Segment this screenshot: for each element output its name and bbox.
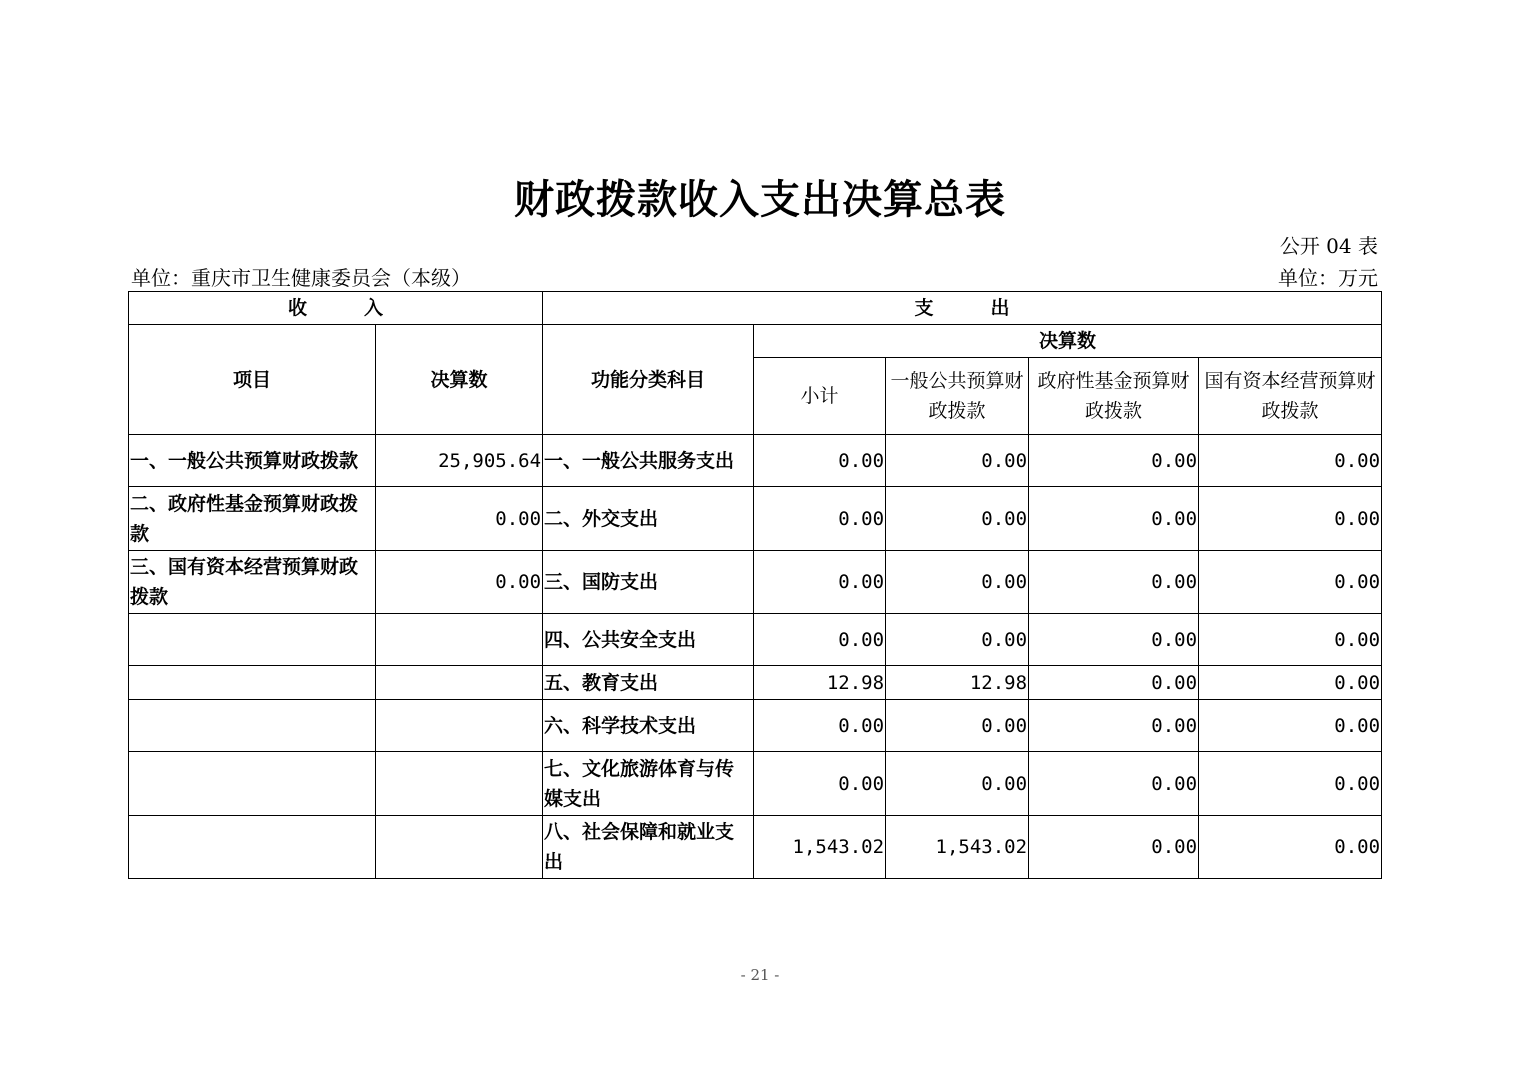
state-capital-value: 0.00 <box>1199 752 1382 816</box>
subtotal-value: 0.00 <box>754 487 886 551</box>
state-capital-value: 0.00 <box>1199 666 1382 700</box>
income-amount <box>376 666 543 700</box>
general-public-value: 12.98 <box>886 666 1029 700</box>
subtotal-value: 0.00 <box>754 700 886 752</box>
item-header: 项目 <box>129 325 376 435</box>
expense-item: 三、国防支出 <box>543 551 754 614</box>
gov-fund-value: 0.00 <box>1029 752 1199 816</box>
general-public-value: 0.00 <box>886 487 1029 551</box>
state-capital-value: 0.00 <box>1199 435 1382 487</box>
income-amount: 25,905.64 <box>376 435 543 487</box>
state-capital-value: 0.00 <box>1199 816 1382 879</box>
income-amount <box>376 816 543 879</box>
income-amount-header: 决算数 <box>376 325 543 435</box>
table-row <box>129 816 1382 879</box>
income-header: 收 入 <box>129 292 543 325</box>
table-row <box>129 752 1382 816</box>
subtotal-header: 小计 <box>754 358 886 435</box>
income-item <box>129 752 376 816</box>
page-title: 财政拨款收入支出决算总表 <box>514 176 1006 223</box>
income-item <box>129 666 376 700</box>
subtotal-value: 1,543.02 <box>754 816 886 879</box>
table-row <box>129 614 1382 666</box>
expense-amount-header: 决算数 <box>754 325 1382 358</box>
function-category-header: 功能分类科目 <box>543 325 754 435</box>
income-item: 三、国有资本经营预算财政拨款 <box>129 551 376 614</box>
general-public-value: 0.00 <box>886 435 1029 487</box>
general-public-value: 1,543.02 <box>886 816 1029 879</box>
subtotal-value: 0.00 <box>754 614 886 666</box>
expense-item: 二、外交支出 <box>543 487 754 551</box>
table-row <box>129 700 1382 752</box>
gov-fund-value: 0.00 <box>1029 487 1199 551</box>
table-row <box>129 487 1382 551</box>
general-public-value: 0.00 <box>886 700 1029 752</box>
income-item <box>129 614 376 666</box>
income-amount <box>376 752 543 816</box>
income-item <box>129 700 376 752</box>
income-item: 二、政府性基金预算财政拨款 <box>129 487 376 551</box>
table-row <box>129 435 1382 487</box>
state-capital-value: 0.00 <box>1199 487 1382 551</box>
gov-fund-value: 0.00 <box>1029 551 1199 614</box>
expense-item: 六、科学技术支出 <box>543 700 754 752</box>
gov-fund-value: 0.00 <box>1029 816 1199 879</box>
gov-fund-value: 0.00 <box>1029 614 1199 666</box>
page-number: - 21 - <box>740 966 780 984</box>
unit-label: 单位：重庆市卫生健康委员会（本级） <box>131 266 471 290</box>
gov-fund-value: 0.00 <box>1029 435 1199 487</box>
income-amount <box>376 700 543 752</box>
income-item: 一、一般公共预算财政拨款 <box>129 435 376 487</box>
budget-table <box>128 291 1382 879</box>
expense-header: 支 出 <box>543 292 1382 325</box>
general-public-value: 0.00 <box>886 752 1029 816</box>
expense-item: 一、一般公共服务支出 <box>543 435 754 487</box>
table-row <box>129 551 1382 614</box>
subtotal-value: 0.00 <box>754 752 886 816</box>
table-row <box>129 666 1382 700</box>
general-public-value: 0.00 <box>886 614 1029 666</box>
expense-item: 五、教育支出 <box>543 666 754 700</box>
expense-item: 四、公共安全支出 <box>543 614 754 666</box>
gov-fund-header: 政府性基金预算财政拨款 <box>1029 358 1199 435</box>
general-public-header: 一般公共预算财政拨款 <box>886 358 1029 435</box>
gov-fund-value: 0.00 <box>1029 666 1199 700</box>
table-number: 公开 04 表 <box>1279 234 1378 258</box>
state-capital-value: 0.00 <box>1199 551 1382 614</box>
expense-item: 七、文化旅游体育与传媒支出 <box>543 752 754 816</box>
state-capital-header: 国有资本经营预算财政拨款 <box>1199 358 1382 435</box>
income-amount: 0.00 <box>376 487 543 551</box>
general-public-value: 0.00 <box>886 551 1029 614</box>
gov-fund-value: 0.00 <box>1029 700 1199 752</box>
expense-item: 八、社会保障和就业支出 <box>543 816 754 879</box>
income-item <box>129 816 376 879</box>
subtotal-value: 0.00 <box>754 435 886 487</box>
currency-unit-label: 单位：万元 <box>1278 266 1378 290</box>
subtotal-value: 0.00 <box>754 551 886 614</box>
state-capital-value: 0.00 <box>1199 700 1382 752</box>
state-capital-value: 0.00 <box>1199 614 1382 666</box>
income-amount <box>376 614 543 666</box>
income-amount: 0.00 <box>376 551 543 614</box>
subtotal-value: 12.98 <box>754 666 886 700</box>
